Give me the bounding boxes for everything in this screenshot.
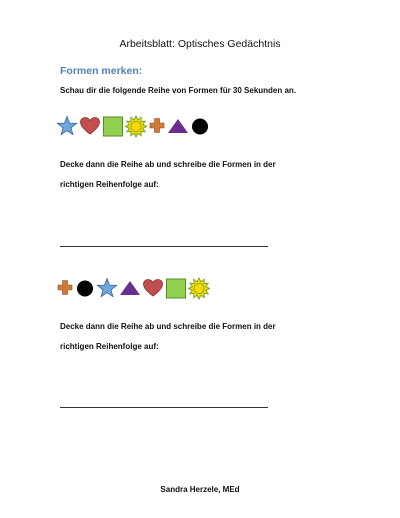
task1-line2: richtigen Reihenfolge auf: (60, 180, 159, 189)
answer-line-1 (60, 246, 268, 247)
answer-line-2 (60, 407, 268, 408)
task2-line1: Decke dann die Reihe ab und schreibe die Formen in der (60, 322, 276, 331)
shape-row-2 (56, 276, 211, 300)
heart-icon (142, 277, 164, 300)
instruction-text: Schau dir die folgende Reihe von Formen für 30 Sekunden an. (60, 86, 297, 95)
circle-icon (190, 115, 210, 138)
heart-icon (79, 115, 101, 138)
star-icon (56, 115, 78, 138)
section-heading: Formen merken: (60, 65, 143, 77)
star-icon (96, 277, 118, 300)
cross-icon (56, 277, 74, 300)
shape-row-1 (56, 114, 211, 138)
author-footer: Sandra Herzele, MEd (160, 485, 240, 494)
triangle-icon (167, 115, 189, 138)
task1-line1: Decke dann die Reihe ab und schreibe die Formen in der (60, 160, 276, 169)
sun-icon (125, 115, 147, 138)
task2-line2: richtigen Reihenfolge auf: (60, 342, 159, 351)
square-icon (165, 277, 187, 300)
cross-icon (148, 115, 166, 138)
square-icon (102, 115, 124, 138)
worksheet-title: Arbeitsblatt: Optisches Gedächtnis (119, 38, 281, 50)
sun-icon (188, 277, 210, 300)
triangle-icon (119, 277, 141, 300)
circle-icon (75, 277, 95, 300)
